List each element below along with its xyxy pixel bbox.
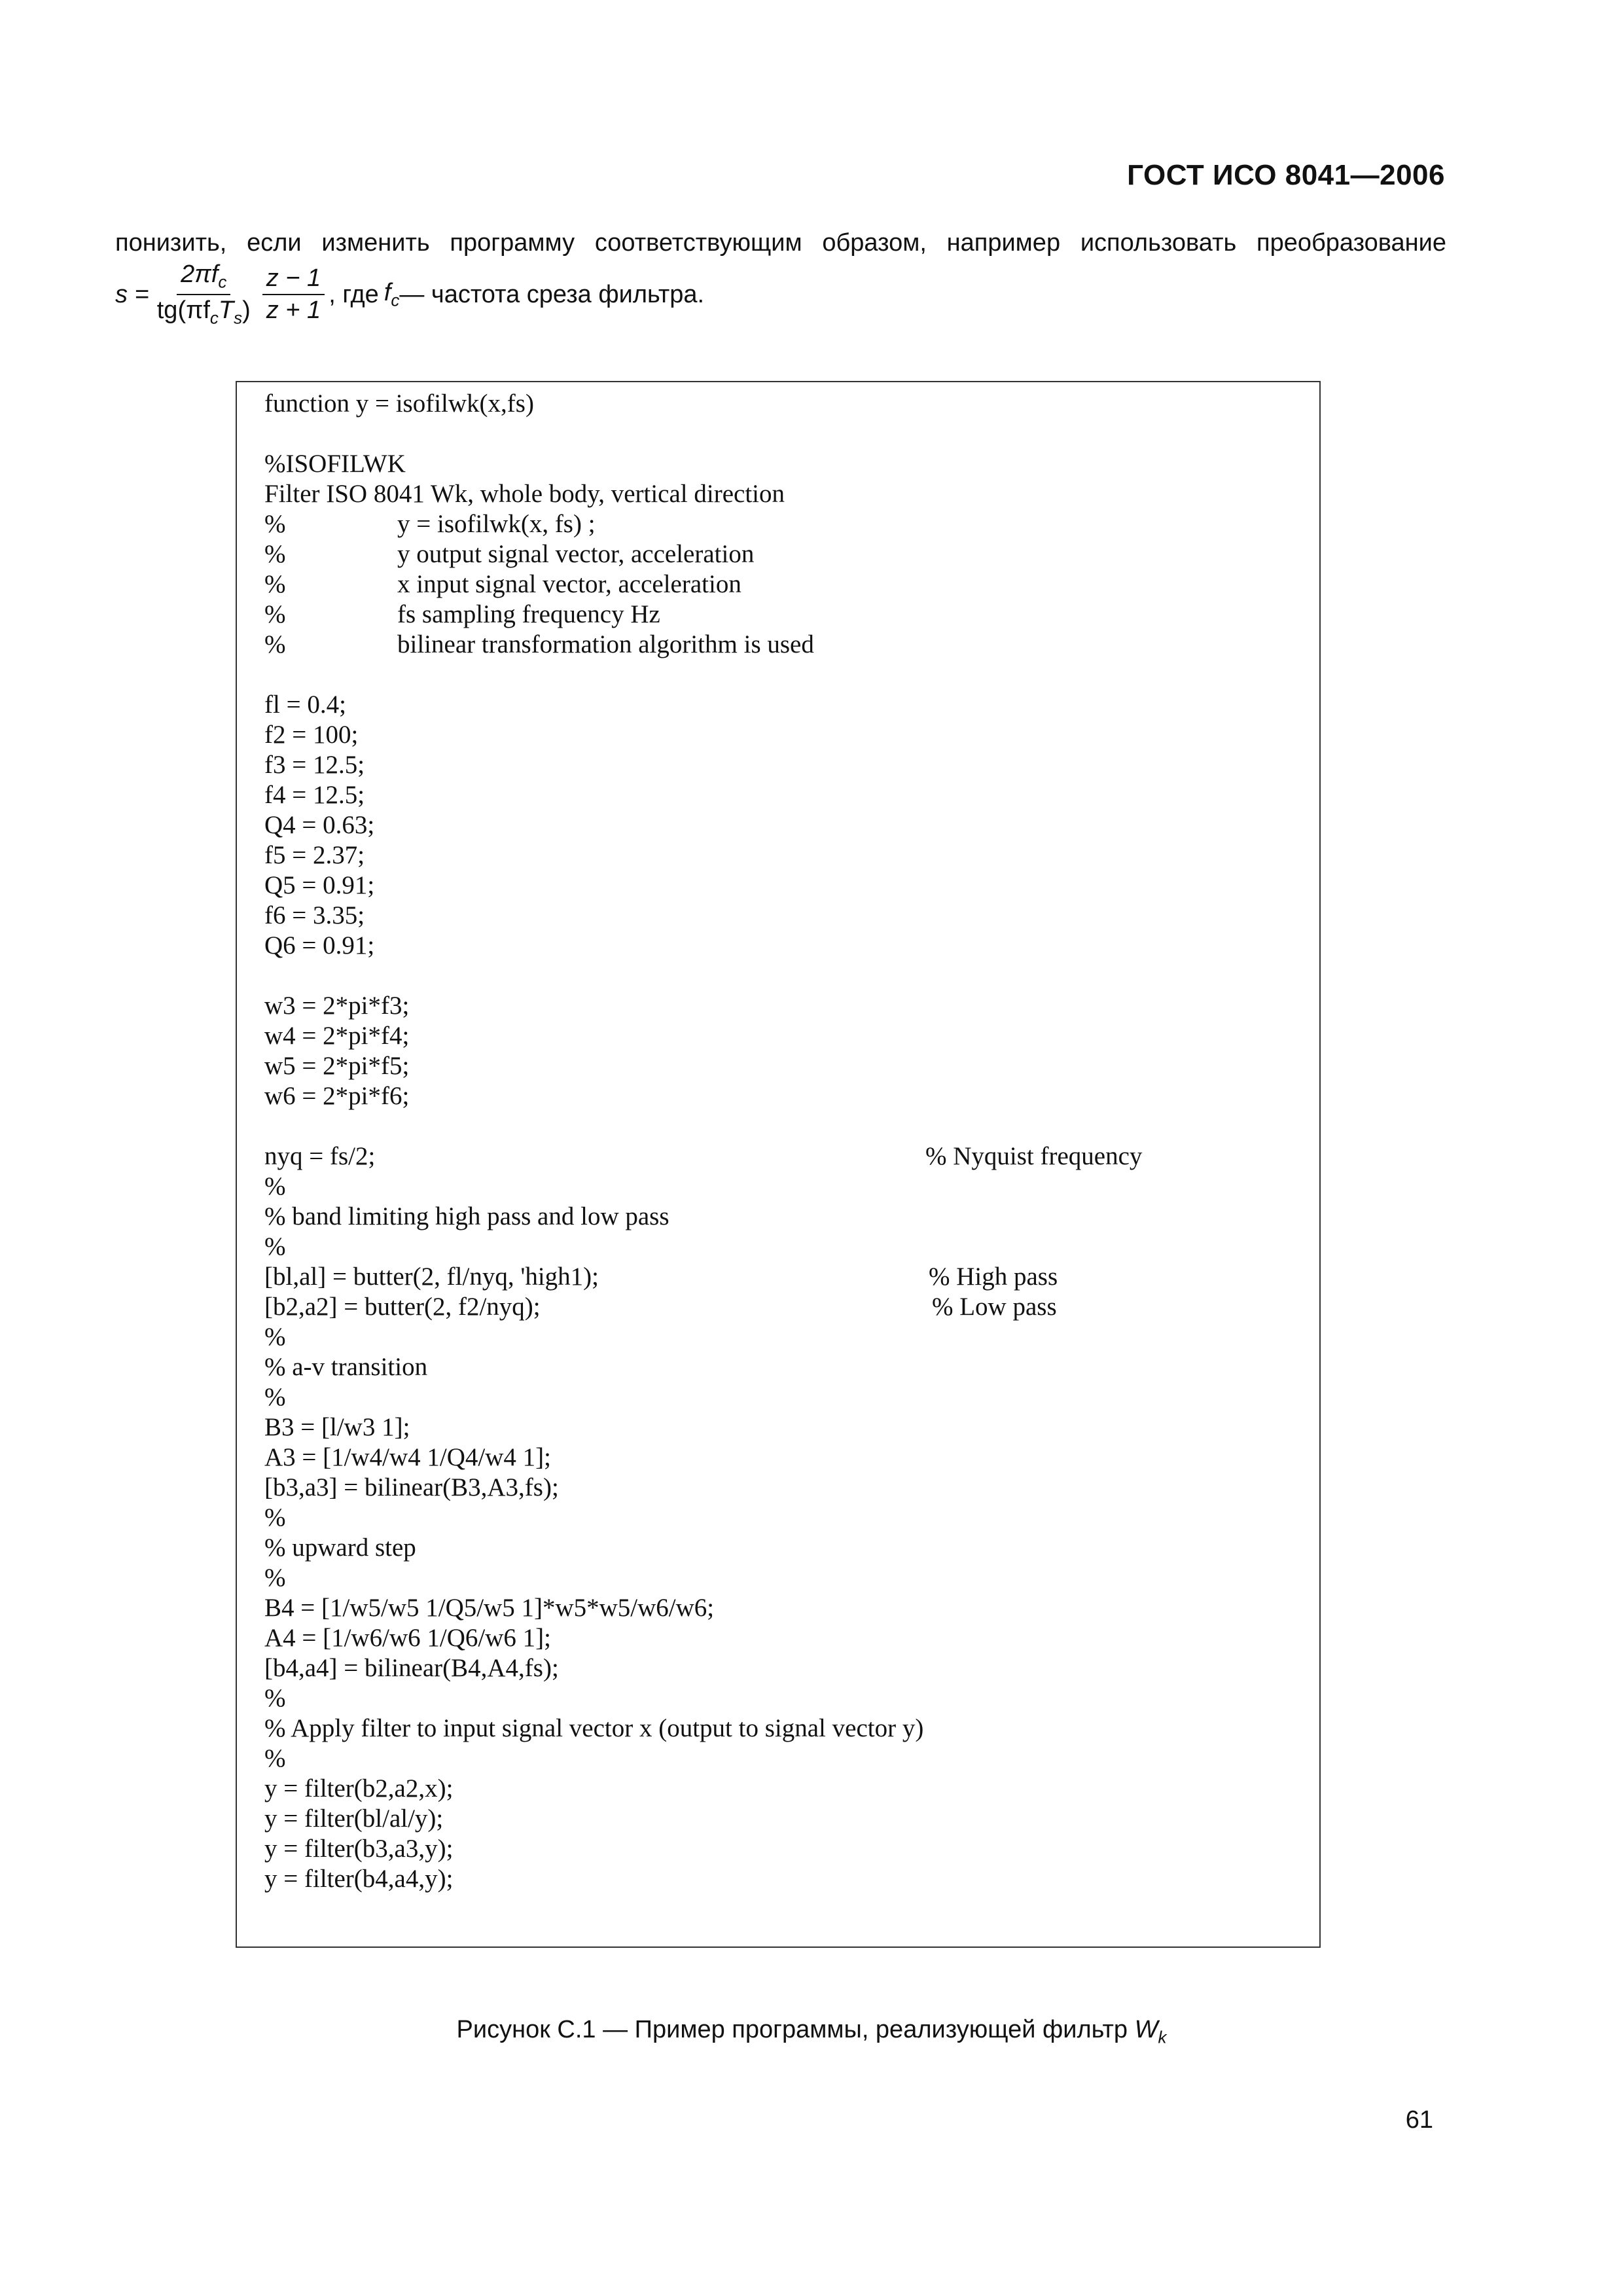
code-text: % <box>264 1684 286 1712</box>
code-line <box>264 1352 1300 1382</box>
code-line <box>264 1653 1300 1683</box>
code-text: y = filter(b4,a4,y); <box>264 1865 454 1893</box>
code-text: [b4,a4] = bilinear(B4,A4,fs); <box>264 1654 559 1682</box>
code-line <box>264 991 1300 1021</box>
code-listing-box <box>236 381 1321 1948</box>
code-line <box>264 1412 1300 1443</box>
code-line <box>264 1593 1300 1623</box>
code-blank-line <box>264 660 1300 690</box>
code-text: % <box>264 540 286 568</box>
code-line <box>264 1774 1300 1804</box>
code-text: % band limiting high pass and low pass <box>264 1202 669 1230</box>
code-line <box>264 1834 1300 1864</box>
page-number: 61 <box>1405 2106 1433 2134</box>
fraction-2: $\frac{z - 1}{z + 1}$ <box>262 264 325 325</box>
code-comment: % High pass <box>929 1263 1058 1291</box>
figure-caption: Рисунок С.1 — Пример программы, реализующей фильтр $W_k$ <box>456 2016 1167 2047</box>
code-comment: y output signal vector, acceleration <box>397 540 755 568</box>
code-text: Filter ISO 8041 Wk, whole body, vertical direction <box>264 480 785 508</box>
code-text: y = filter(b3,a3,y); <box>264 1835 454 1863</box>
code-line <box>264 1623 1300 1653</box>
code-text: % <box>264 600 286 628</box>
code-text: A3 = [1/w4/w4 1/Q4/w4 1]; <box>264 1443 551 1471</box>
code-line <box>264 1081 1300 1111</box>
code-text: f4 = 12.5; <box>264 781 365 809</box>
code-text: w6 = 2*pi*f6; <box>264 1082 410 1110</box>
code-line <box>264 449 1300 479</box>
code-text: f6 = 3.35; <box>264 901 365 929</box>
formula-tail-pre: , где <box>329 280 379 308</box>
code-text: w3 = 2*pi*f3; <box>264 992 410 1020</box>
code-text: Q5 = 0.91; <box>264 871 375 899</box>
code-text: A4 = [1/w6/w6 1/Q6/w6 1]; <box>264 1624 551 1652</box>
code-text: [b2,a2] = butter(2, f2/nyq); <box>264 1293 541 1321</box>
code-line <box>264 1292 1300 1322</box>
code-text: f5 = 2.37; <box>264 841 365 869</box>
code-line <box>264 870 1300 901</box>
code-comment: % Nyquist frequency <box>925 1142 1143 1170</box>
code-text: Q4 = 0.63; <box>264 811 375 839</box>
code-text: f3 = 12.5; <box>264 751 365 779</box>
code-line <box>264 1804 1300 1834</box>
code-line <box>264 810 1300 840</box>
code-text: B4 = [1/w5/w5 1/Q5/w5 1]*w5*w5/w6/w6; <box>264 1594 715 1622</box>
document-header: ГОСТ ИСО 8041—2006 <box>1127 159 1445 191</box>
code-text: % <box>264 570 286 598</box>
code-line <box>264 1473 1300 1503</box>
code-comment: bilinear transformation algorithm is used <box>397 630 814 658</box>
code-line <box>264 750 1300 780</box>
code-line <box>264 1322 1300 1352</box>
code-line <box>264 901 1300 931</box>
code-text: %ISOFILWK <box>264 450 406 478</box>
code-line <box>264 509 1300 539</box>
formula-fc: $f_c$ <box>383 278 400 310</box>
code-text: nyq = fs/2; <box>264 1142 376 1170</box>
code-text: y = filter(b2,a2,x); <box>264 1774 454 1803</box>
intro-paragraph: понизить, если изменить программу соответствующим образом, например использовать преобразование <box>115 229 1446 257</box>
formula-line <box>115 259 704 331</box>
code-listing <box>264 389 1300 1894</box>
code-comment: y = isofilwk(x, fs) ; <box>397 510 596 538</box>
code-line <box>264 630 1300 660</box>
code-text: % <box>264 1503 286 1532</box>
code-blank-line <box>264 419 1300 449</box>
code-line <box>264 1443 1300 1473</box>
code-line <box>264 389 1300 419</box>
code-comment: fs sampling frequency Hz <box>397 600 660 628</box>
code-text: function y = isofilwk(x,fs) <box>264 389 534 418</box>
code-line <box>264 1864 1300 1894</box>
code-line <box>264 1533 1300 1563</box>
code-text: % a-v transition <box>264 1353 428 1381</box>
code-line <box>264 1744 1300 1774</box>
code-comment: % Low pass <box>932 1293 1057 1321</box>
code-line <box>264 931 1300 961</box>
code-comment: x input signal vector, acceleration <box>397 570 741 598</box>
code-line <box>264 720 1300 750</box>
code-text: % <box>264 510 286 538</box>
code-text: % <box>264 1383 286 1411</box>
code-text: fl = 0.4; <box>264 691 346 719</box>
code-text: % upward step <box>264 1534 416 1562</box>
code-text: % <box>264 1564 286 1592</box>
code-text: % Apply filter to input signal vector x (output to signal vector y) <box>264 1714 924 1742</box>
code-line <box>264 1172 1300 1202</box>
code-text: Q6 = 0.91; <box>264 931 375 960</box>
code-line <box>264 1683 1300 1713</box>
code-blank-line <box>264 961 1300 991</box>
code-blank-line <box>264 1111 1300 1141</box>
code-line <box>264 1232 1300 1262</box>
code-line <box>264 1713 1300 1744</box>
code-line <box>264 600 1300 630</box>
fraction-1: $\frac{2\pi f_c}{tg(\pi f_cT_s)}$ <box>156 260 251 328</box>
formula-s: s = <box>115 280 149 308</box>
code-text: [bl,al] = butter(2, fl/nyq, 'high1); <box>264 1263 599 1291</box>
code-line <box>264 840 1300 870</box>
code-line <box>264 1262 1300 1292</box>
code-text: % <box>264 1172 286 1200</box>
code-text: % <box>264 1232 286 1261</box>
code-text: B3 = [l/w3 1]; <box>264 1413 410 1441</box>
code-text: f2 = 100; <box>264 721 359 749</box>
formula-tail-post: — частота среза фильтра. <box>399 280 705 308</box>
code-line <box>264 479 1300 509</box>
code-text: w4 = 2*pi*f4; <box>264 1022 410 1050</box>
code-line <box>264 569 1300 600</box>
code-text: [b3,a3] = bilinear(B3,A3,fs); <box>264 1473 559 1501</box>
code-line <box>264 1382 1300 1412</box>
code-text: w5 = 2*pi*f5; <box>264 1052 410 1080</box>
code-text: % <box>264 630 286 658</box>
code-line <box>264 1021 1300 1051</box>
code-line <box>264 539 1300 569</box>
code-line <box>264 690 1300 720</box>
code-line <box>264 1141 1300 1172</box>
code-text: % <box>264 1744 286 1772</box>
code-line <box>264 1563 1300 1593</box>
code-line <box>264 1202 1300 1232</box>
code-line <box>264 1051 1300 1081</box>
code-text: % <box>264 1323 286 1351</box>
code-text: y = filter(bl/al/y); <box>264 1804 444 1833</box>
code-line <box>264 1503 1300 1533</box>
code-line <box>264 780 1300 810</box>
